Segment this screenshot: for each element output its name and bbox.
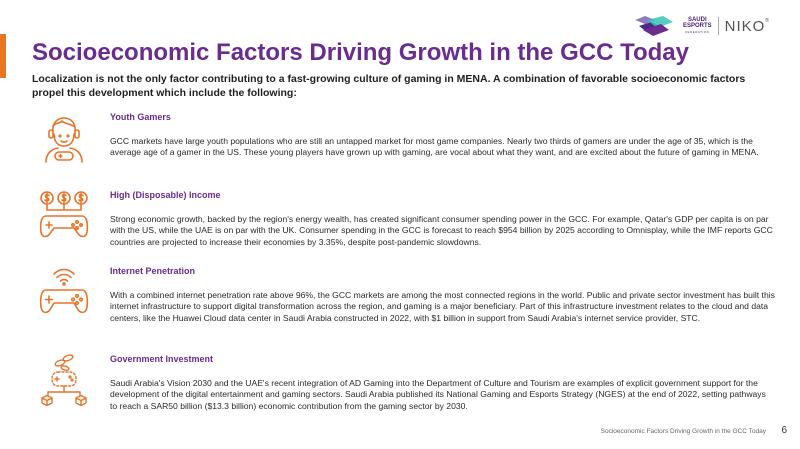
seal-line-2: ESPORTS bbox=[682, 23, 712, 29]
niko-wordmark: NIKO bbox=[724, 17, 766, 35]
section-title: Youth Gamers bbox=[110, 112, 171, 122]
niko-logo: NIKO® bbox=[724, 17, 770, 35]
logo-divider bbox=[718, 17, 719, 35]
section-internet-penetration bbox=[110, 266, 775, 324]
section-body: Saudi Arabia's Vision 2030 and the UAE's recent integration of AD Gaming into the Department of Culture and Tourism are examples of explicit government support for the development of the digital entertainment and gaming sectors. Saudi Arabia published its National Gaming and Esports Strategy (NGES) at the end of 2022, setting pathways to reach a SAR50 billion ($13.3 billion) economic contribution from the gaming sector by 2030. bbox=[110, 378, 766, 411]
section-youth-gamers bbox=[110, 112, 775, 159]
saudi-esports-wordmark bbox=[683, 17, 712, 35]
youth-gamer-icon bbox=[38, 112, 90, 164]
saudi-esports-logo-icon bbox=[633, 14, 677, 38]
section-body: With a combined internet penetration rate above 96%, the GCC markets are among the most connected regions in the world. Public and private sector investment has built this internet infrastructure to support digital transformation across the region, and gaming is a major beneficiary. Part of this infrastructure investment relates to the cloud and data centers, like the Huawei Cloud data center in Saudi Arabia constructed in 2022, with $1 billion in support from Saudi Arabia's internet service provider, STC. bbox=[110, 290, 775, 323]
intro-text: Localization is not the only factor contributing to a fast-growing culture of gaming in MENA. A combination of favorable socioeconomic factors propel this development which include the following: bbox=[32, 73, 746, 99]
wifi-controller-icon bbox=[38, 266, 90, 318]
investment-controller-icon bbox=[38, 354, 90, 406]
seal-line-1: SAUDI bbox=[687, 17, 707, 23]
section-body: Strong economic growth, backed by the region's energy wealth, has created significant consumer spending power in the GCC. For example, Qatar's GDP per capita is on par with the US, while the UAE is on par with the UK. Consumer spending in the GCC is forecast to reach $954 billion by 2025 according to Omnisplay, while the IMF reports GCC countries are projected to increase their economies by 3.35%, despite post-pandemic slowdowns. bbox=[110, 214, 773, 247]
section-title: Internet Penetration bbox=[110, 266, 196, 276]
money-controller-icon bbox=[38, 190, 90, 242]
page-number: 6 bbox=[781, 425, 787, 436]
page-title: Socioeconomic Factors Driving Growth in the GCC Today bbox=[32, 39, 689, 66]
section-disposable-income bbox=[110, 190, 775, 248]
section-body: GCC markets have large youth populations who are still an untapped market for most game companies. Nearly two thirds of gamers are under the age of 35, which is the average age of a gamer in the US. These young players have grown up with gaming, are vocal about what they want, and are excited about the future of gaming in MENA. bbox=[110, 136, 759, 158]
footer-caption: Socioeconomic Factors Driving Growth in the GCC Today bbox=[600, 428, 766, 435]
logo-area bbox=[633, 12, 770, 40]
section-government-investment bbox=[110, 354, 775, 412]
seal-line-3: FEDERATION bbox=[685, 30, 710, 34]
accent-bar bbox=[0, 34, 6, 78]
section-title: Government Investment bbox=[110, 354, 214, 364]
section-title: High (Disposable) Income bbox=[110, 190, 221, 200]
